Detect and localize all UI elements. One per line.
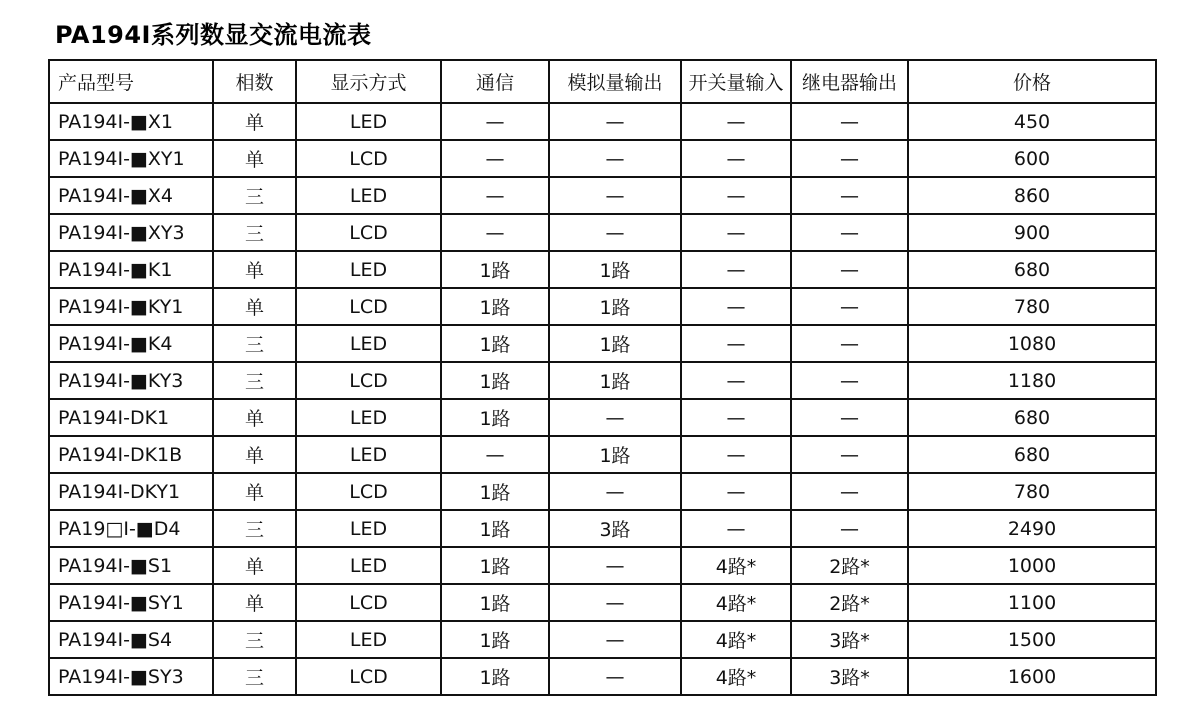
- table-cell: 单: [213, 288, 296, 325]
- table-cell: 单: [213, 140, 296, 177]
- column-header-price: 价格: [908, 60, 1156, 103]
- table-cell: 4路*: [681, 658, 791, 695]
- table-cell: 680: [908, 436, 1156, 473]
- table-cell: —: [681, 473, 791, 510]
- table-row: [49, 473, 1156, 510]
- table-cell: —: [441, 214, 549, 251]
- table-cell: 1路: [441, 399, 549, 436]
- table-cell: —: [681, 214, 791, 251]
- table-cell: —: [791, 399, 908, 436]
- table-cell: 三: [213, 325, 296, 362]
- table-cell: 1000: [908, 547, 1156, 584]
- table-cell: 680: [908, 251, 1156, 288]
- table-cell: LED: [296, 436, 441, 473]
- table-cell: —: [791, 103, 908, 140]
- table-cell-model: PA194I-■K4: [49, 325, 213, 362]
- table-cell-model: PA194I-■KY1: [49, 288, 213, 325]
- table-cell: —: [791, 473, 908, 510]
- table-row: [49, 362, 1156, 399]
- table-cell: 单: [213, 399, 296, 436]
- table-cell: —: [681, 103, 791, 140]
- table-cell: LED: [296, 103, 441, 140]
- table-cell: —: [681, 177, 791, 214]
- table-row: [49, 510, 1156, 547]
- table-cell: 单: [213, 473, 296, 510]
- table-cell: 三: [213, 658, 296, 695]
- table-cell: 680: [908, 399, 1156, 436]
- table-cell: 1路: [549, 288, 681, 325]
- table-row: [49, 214, 1156, 251]
- table-cell: LCD: [296, 473, 441, 510]
- table-cell: 1600: [908, 658, 1156, 695]
- table-cell: —: [549, 547, 681, 584]
- table-cell-model: PA194I-■SY3: [49, 658, 213, 695]
- table-cell: —: [791, 436, 908, 473]
- table-cell: 4路*: [681, 547, 791, 584]
- table-cell: LED: [296, 510, 441, 547]
- table-cell: —: [549, 399, 681, 436]
- table-cell: —: [791, 362, 908, 399]
- table-cell: 3路*: [791, 621, 908, 658]
- table-cell: 单: [213, 103, 296, 140]
- table-cell-model: PA19□I-■D4: [49, 510, 213, 547]
- table-cell: 三: [213, 362, 296, 399]
- table-cell: 860: [908, 177, 1156, 214]
- table-cell: 1路: [441, 362, 549, 399]
- table-cell: LCD: [296, 140, 441, 177]
- table-cell: LED: [296, 325, 441, 362]
- table-cell: LCD: [296, 584, 441, 621]
- table-cell: 1500: [908, 621, 1156, 658]
- table-row: [49, 547, 1156, 584]
- table-row: [49, 288, 1156, 325]
- table-cell: —: [549, 584, 681, 621]
- table-cell: —: [681, 325, 791, 362]
- table-cell-model: PA194I-DK1B: [49, 436, 213, 473]
- table-cell: 1路: [549, 325, 681, 362]
- table-cell: 1路: [441, 621, 549, 658]
- table-cell: 4路*: [681, 584, 791, 621]
- table-cell: 1100: [908, 584, 1156, 621]
- table-cell: 三: [213, 177, 296, 214]
- table-cell: 4路*: [681, 621, 791, 658]
- product-spec-table: [48, 59, 1157, 696]
- table-cell: —: [791, 140, 908, 177]
- table-cell: LCD: [296, 658, 441, 695]
- table-cell: 2490: [908, 510, 1156, 547]
- table-cell-model: PA194I-■K1: [49, 251, 213, 288]
- table-cell: —: [441, 103, 549, 140]
- table-cell: —: [791, 325, 908, 362]
- table-cell: —: [549, 177, 681, 214]
- table-cell: 1路: [549, 436, 681, 473]
- table-cell-model: PA194I-■S1: [49, 547, 213, 584]
- table-cell: 450: [908, 103, 1156, 140]
- table-cell: 3路*: [791, 658, 908, 695]
- column-header-model: 产品型号: [49, 60, 213, 103]
- table-cell: —: [681, 362, 791, 399]
- table-cell: 单: [213, 436, 296, 473]
- table-row: [49, 658, 1156, 695]
- table-cell: 3路: [549, 510, 681, 547]
- table-cell: —: [681, 140, 791, 177]
- table-row: [49, 399, 1156, 436]
- table-cell-model: PA194I-DKY1: [49, 473, 213, 510]
- table-cell: 单: [213, 547, 296, 584]
- table-cell-model: PA194I-■X1: [49, 103, 213, 140]
- table-cell: 1路: [441, 288, 549, 325]
- table-cell: LED: [296, 547, 441, 584]
- table-cell: LED: [296, 177, 441, 214]
- table-cell-model: PA194I-■XY1: [49, 140, 213, 177]
- table-cell: LCD: [296, 288, 441, 325]
- table-cell: —: [549, 658, 681, 695]
- column-header-phase: 相数: [213, 60, 296, 103]
- table-cell: 1路: [441, 658, 549, 695]
- table-cell: LCD: [296, 362, 441, 399]
- table-cell: LED: [296, 621, 441, 658]
- table-header: [49, 60, 1156, 103]
- table-cell: —: [791, 288, 908, 325]
- table-cell-model: PA194I-DK1: [49, 399, 213, 436]
- table-cell: —: [681, 436, 791, 473]
- table-cell-model: PA194I-■X4: [49, 177, 213, 214]
- table-cell: —: [791, 251, 908, 288]
- table-row: [49, 177, 1156, 214]
- table-cell-model: PA194I-■S4: [49, 621, 213, 658]
- table-row: [49, 325, 1156, 362]
- table-cell: —: [441, 436, 549, 473]
- table-cell: 三: [213, 621, 296, 658]
- table-cell: 1路: [441, 325, 549, 362]
- table-cell-model: PA194I-■XY3: [49, 214, 213, 251]
- table-cell: 2路*: [791, 547, 908, 584]
- table-cell: —: [791, 214, 908, 251]
- column-header-switch-input: 开关量输入: [681, 60, 791, 103]
- page-title: PA194I系列数显交流电流表: [55, 21, 372, 49]
- table-cell: —: [681, 510, 791, 547]
- table-cell: —: [681, 399, 791, 436]
- table-cell: 1180: [908, 362, 1156, 399]
- table-row: [49, 621, 1156, 658]
- table-cell: 1路: [441, 510, 549, 547]
- table-cell: LCD: [296, 214, 441, 251]
- table-cell: —: [549, 214, 681, 251]
- table-body: [49, 103, 1156, 695]
- table-cell: —: [441, 177, 549, 214]
- table-row: [49, 584, 1156, 621]
- table-cell-model: PA194I-■SY1: [49, 584, 213, 621]
- table-row: [49, 140, 1156, 177]
- table-cell: —: [791, 177, 908, 214]
- table-cell: 600: [908, 140, 1156, 177]
- table-cell: 900: [908, 214, 1156, 251]
- table-cell: —: [549, 103, 681, 140]
- table-row: [49, 436, 1156, 473]
- table-cell: 单: [213, 584, 296, 621]
- table-cell: —: [441, 140, 549, 177]
- table-cell: 780: [908, 288, 1156, 325]
- table-cell: —: [791, 510, 908, 547]
- table-cell: 1路: [549, 362, 681, 399]
- table-cell: 1路: [549, 251, 681, 288]
- column-header-analog-output: 模拟量输出: [549, 60, 681, 103]
- table-cell: —: [681, 288, 791, 325]
- table-cell: 1路: [441, 251, 549, 288]
- column-header-display-mode: 显示方式: [296, 60, 441, 103]
- table-cell: —: [681, 251, 791, 288]
- table-header-row: [49, 60, 1156, 103]
- column-header-communication: 通信: [441, 60, 549, 103]
- column-header-relay-output: 继电器输出: [791, 60, 908, 103]
- table-row: [49, 103, 1156, 140]
- table-cell: 780: [908, 473, 1156, 510]
- table-cell: 1080: [908, 325, 1156, 362]
- table-cell: 三: [213, 510, 296, 547]
- table-cell-model: PA194I-■KY3: [49, 362, 213, 399]
- table-cell: 1路: [441, 584, 549, 621]
- table-row: [49, 251, 1156, 288]
- table-cell: 1路: [441, 547, 549, 584]
- table-cell: —: [549, 621, 681, 658]
- table-cell: LED: [296, 399, 441, 436]
- table-cell: LED: [296, 251, 441, 288]
- table-cell: —: [549, 473, 681, 510]
- table-cell: —: [549, 140, 681, 177]
- table-cell: 2路*: [791, 584, 908, 621]
- table-cell: 三: [213, 214, 296, 251]
- table-cell: 单: [213, 251, 296, 288]
- table-cell: 1路: [441, 473, 549, 510]
